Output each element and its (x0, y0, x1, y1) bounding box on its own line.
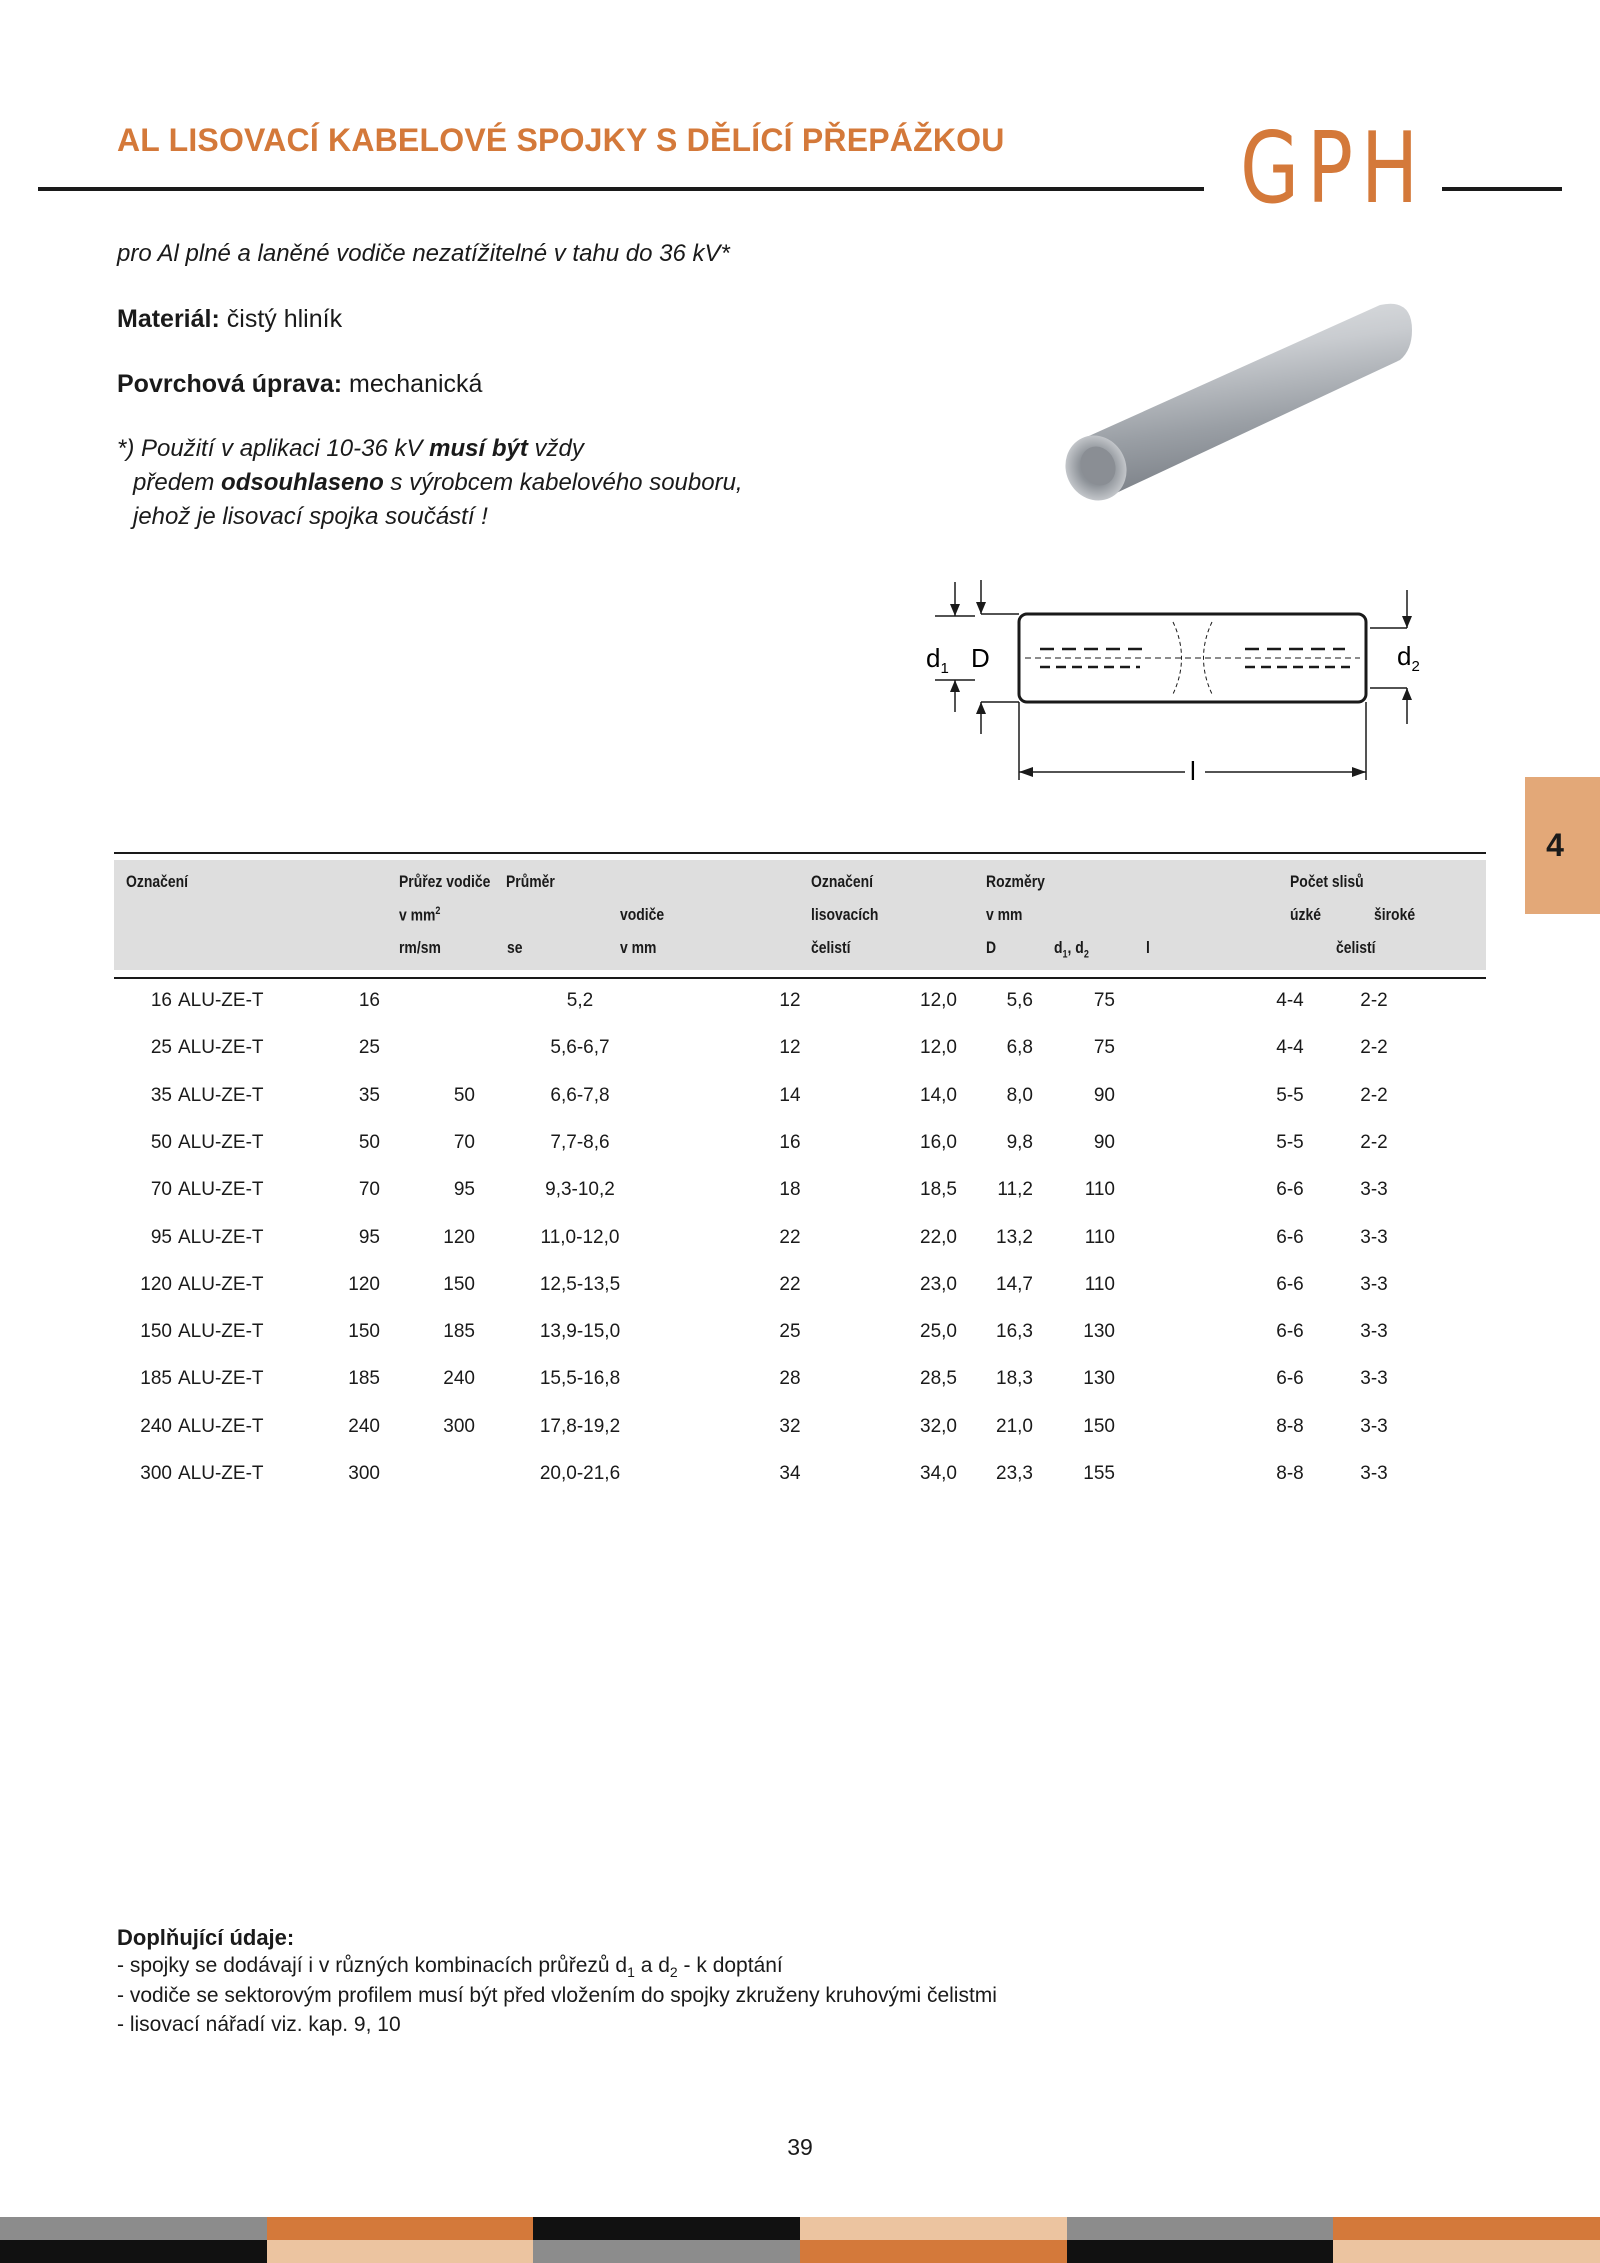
label-D: D (971, 643, 990, 673)
cell-narrow: 5-5 (1276, 1084, 1304, 1106)
cell-length: 90 (1093, 1131, 1115, 1153)
intro-text: pro Al plné a laněné vodiče nezatížitelné v tahu do 36 kV* (117, 240, 730, 267)
footer-stripe-bottom (1067, 2240, 1334, 2263)
th-rm-sm: rm/sm (399, 938, 441, 957)
footer-stripe-top (0, 2217, 267, 2240)
cell-rm-sm: 300 (348, 1463, 380, 1484)
cell-d1-d2: 18,3 (996, 1368, 1033, 1390)
cell-code: ALU-ZE-T (178, 1131, 264, 1153)
cell-se: 50 (453, 1084, 475, 1106)
cell-die: 32 (779, 1415, 801, 1437)
label-d1: $d_1$ (926, 643, 949, 677)
cell-D: 12,0 (920, 1037, 957, 1059)
cell-se: 70 (453, 1131, 475, 1153)
cell-code: ALU-ZE-T (178, 990, 264, 1011)
cell-length: 75 (1093, 990, 1115, 1011)
cell-die: 25 (779, 1321, 801, 1343)
cell-D: 14,0 (920, 1084, 957, 1106)
th-rozmery: Rozměry (986, 872, 1045, 891)
cell-D: 28,5 (920, 1368, 957, 1390)
th-l: l (1146, 938, 1150, 957)
brand-logo: GPH (1240, 112, 1427, 226)
cell-d1-d2: 11,2 (997, 1179, 1033, 1201)
cell-size: 95 (150, 1226, 172, 1248)
cell-wide: 3-3 (1360, 1226, 1388, 1248)
th-uzke: úzké (1290, 905, 1321, 924)
cell-conductor-dia: 17,8-19,2 (539, 1415, 621, 1437)
cell-length: 110 (1084, 1179, 1115, 1201)
cell-length: 155 (1083, 1463, 1115, 1484)
cell-wide: 3-3 (1360, 1415, 1388, 1437)
cell-rm-sm: 150 (348, 1321, 380, 1343)
cell-conductor-dia: 15,5-16,8 (539, 1368, 621, 1390)
cell-wide: 3-3 (1360, 1321, 1388, 1343)
cell-narrow: 6-6 (1276, 1368, 1304, 1390)
surface-value: mechanická (342, 370, 483, 398)
footer-stripe-top (1333, 2217, 1600, 2240)
cell-rm-sm: 25 (358, 1037, 380, 1059)
cell-size: 120 (140, 1273, 172, 1295)
th-celisti: čelistí (811, 938, 851, 957)
cell-wide: 2-2 (1360, 1037, 1388, 1059)
cell-rm-sm: 240 (348, 1415, 380, 1437)
surface-label: Povrchová úprava: (117, 370, 343, 398)
cell-d1-d2: 14,7 (996, 1273, 1033, 1295)
cell-length: 110 (1084, 1273, 1115, 1295)
footer-stripe-bottom (800, 2240, 1067, 2263)
cell-D: 23,0 (920, 1273, 957, 1295)
cell-D: 25,0 (920, 1321, 957, 1343)
cell-size: 50 (150, 1131, 172, 1153)
th-prurez: Průřez vodiče (399, 872, 491, 891)
footer-stripe-top (1067, 2217, 1334, 2240)
cell-length: 130 (1083, 1321, 1115, 1343)
cell-wide: 3-3 (1360, 1179, 1388, 1201)
cell-size: 70 (150, 1179, 172, 1201)
cell-code: ALU-ZE-T (178, 1463, 264, 1484)
material-label: Materiál: (117, 305, 220, 333)
cell-D: 22,0 (920, 1226, 957, 1248)
th-d1-d2: $d_1$, $d_2$ (1054, 938, 1089, 961)
cell-wide: 3-3 (1360, 1368, 1388, 1390)
cell-conductor-dia: 13,9-15,0 (539, 1321, 621, 1343)
cell-conductor-dia: 5,6-6,7 (550, 1037, 610, 1059)
cell-die: 14 (779, 1084, 801, 1106)
footer-stripe-bottom (1333, 2240, 1600, 2263)
cell-rm-sm: 70 (358, 1179, 380, 1201)
cell-size: 150 (140, 1321, 172, 1343)
extra-line-2: - vodiče se sektorovým profilem musí být před vložením do spojky zkruženy kruhovými čelistmi (117, 1984, 997, 2007)
th-siroke: široké (1374, 905, 1416, 924)
th-oznaceni: Označení (126, 872, 188, 891)
header-rule-left (38, 187, 1204, 191)
cell-conductor-dia: 7,7-8,6 (550, 1131, 610, 1153)
page-title: AL LISOVACÍ KABELOVÉ SPOJKY S DĚLÍCÍ PŘEPÁŽKOU (117, 122, 1005, 158)
cell-die: 12 (779, 1037, 801, 1059)
cell-code: ALU-ZE-T (178, 1226, 264, 1248)
cell-size: 25 (150, 1037, 172, 1059)
cell-code: ALU-ZE-T (178, 1084, 264, 1106)
cell-length: 90 (1093, 1084, 1115, 1106)
cell-se: 300 (443, 1415, 475, 1437)
cell-conductor-dia: 9,3-10,2 (545, 1179, 615, 1201)
note-line-1: *) Použití v aplikaci 10-36 kV musí být vždy (117, 435, 584, 462)
cell-size: 300 (140, 1463, 172, 1484)
material-value: čistý hliník (219, 305, 343, 333)
cell-die: 34 (779, 1463, 801, 1484)
cell-length: 110 (1084, 1226, 1115, 1248)
cell-rm-sm: 16 (358, 990, 380, 1011)
label-d2: $d_2$ (1397, 641, 1420, 675)
cell-d1-d2: 16,3 (996, 1321, 1033, 1343)
cell-d1-d2: 13,2 (996, 1226, 1033, 1248)
cell-rm-sm: 95 (358, 1226, 380, 1248)
cell-code: ALU-ZE-T (178, 1037, 264, 1059)
footer-stripe-top (800, 2217, 1067, 2240)
cell-die: 28 (779, 1368, 801, 1390)
cell-code: ALU-ZE-T (178, 1179, 264, 1201)
cell-length: 130 (1083, 1368, 1115, 1390)
cell-narrow: 6-6 (1276, 1226, 1304, 1248)
cell-rm-sm: 185 (348, 1368, 380, 1390)
cell-se: 150 (443, 1273, 475, 1295)
table-header-rule (114, 977, 1486, 979)
extra-line-1: - spojky se dodávají i v různých kombinacích průřezů $d_1$ a $d_2$ - k doptání (117, 1954, 783, 1981)
cell-D: 12,0 (920, 990, 957, 1011)
label-l: l (1190, 756, 1196, 786)
cell-die: 12 (779, 990, 801, 1011)
cell-size: 35 (150, 1084, 172, 1106)
cell-wide: 2-2 (1360, 990, 1388, 1011)
table-header (114, 860, 1486, 970)
cell-D: 16,0 (920, 1131, 957, 1153)
cell-narrow: 4-4 (1276, 1037, 1304, 1059)
cell-rm-sm: 50 (358, 1131, 380, 1153)
cell-narrow: 6-6 (1276, 1321, 1304, 1343)
cell-length: 75 (1093, 1037, 1115, 1059)
cell-narrow: 4-4 (1276, 990, 1304, 1011)
cell-d1-d2: 9,8 (1006, 1131, 1033, 1153)
cell-narrow: 5-5 (1276, 1131, 1304, 1153)
cell-wide: 2-2 (1360, 1131, 1388, 1153)
th-v-mm2: v $mm^2$ (399, 905, 441, 925)
page-number: 39 (787, 2134, 813, 2160)
header-rule-right (1442, 187, 1562, 191)
th-rozmery-mm: v mm (986, 905, 1023, 924)
cell-conductor-dia: 6,6-7,8 (550, 1084, 610, 1106)
footer-stripe-top (267, 2217, 534, 2240)
th-se: se (507, 938, 523, 957)
cell-conductor-dia: 11,0-12,0 (540, 1226, 620, 1248)
note-line-2: předem odsouhlaseno s výrobcem kabelového souboru, (133, 469, 743, 496)
cell-code: ALU-ZE-T (178, 1321, 264, 1343)
footer-stripe-bottom (533, 2240, 800, 2263)
th-oznaceni-celisti: Označení (811, 872, 873, 891)
cell-narrow: 8-8 (1276, 1415, 1304, 1437)
application-note (117, 432, 743, 534)
cell-size: 185 (140, 1368, 172, 1390)
cell-code: ALU-ZE-T (178, 1368, 264, 1390)
th-pocet-slisu: Počet slisů (1290, 872, 1364, 891)
footer-stripe-bottom (0, 2240, 267, 2263)
cell-d1-d2: 21,0 (996, 1415, 1033, 1437)
cell-narrow: 6-6 (1276, 1273, 1304, 1295)
product-photo (1060, 290, 1420, 510)
cell-conductor-dia: 12,5-13,5 (539, 1273, 621, 1295)
th-vodice-mm: v mm (620, 938, 657, 957)
cell-code: ALU-ZE-T (178, 1415, 264, 1437)
cell-se: 185 (443, 1321, 475, 1343)
cell-size: 240 (140, 1415, 172, 1437)
cell-se: 95 (453, 1179, 475, 1201)
cell-code: ALU-ZE-T (178, 1273, 264, 1295)
extra-line-3: - lisovací nářadí viz. kap. 9, 10 (117, 2013, 401, 2036)
cell-D: 32,0 (920, 1415, 957, 1437)
cell-conductor-dia: 5,2 (566, 990, 594, 1011)
cell-wide: 2-2 (1360, 1084, 1388, 1106)
cell-se: 120 (443, 1226, 475, 1248)
cell-narrow: 8-8 (1276, 1463, 1304, 1484)
cell-wide: 3-3 (1360, 1273, 1388, 1295)
cell-d1-d2: 8,0 (1006, 1084, 1033, 1106)
th-celisti-2: čelistí (1336, 938, 1376, 957)
th-lisovacich: lisovacích (811, 905, 879, 924)
cell-d1-d2: 5,6 (1006, 990, 1033, 1011)
cell-length: 150 (1083, 1415, 1115, 1437)
chapter-number: 4 (1546, 827, 1564, 863)
cell-die: 18 (779, 1179, 801, 1201)
note-line-3: jehož je lisovací spojka součástí ! (133, 503, 488, 530)
table-top-rule (114, 852, 1486, 854)
cell-size: 16 (150, 990, 172, 1011)
material-line (117, 305, 342, 334)
cell-D: 34,0 (920, 1463, 957, 1484)
th-prumer: Průměr (506, 872, 555, 891)
footer-stripe-bottom (267, 2240, 534, 2263)
footer-stripe-top (533, 2217, 800, 2240)
dimension-diagram (915, 572, 1425, 792)
cell-conductor-dia: 20,0-21,6 (539, 1463, 621, 1484)
th-D: D (986, 938, 997, 957)
cell-rm-sm: 120 (348, 1273, 380, 1295)
cell-d1-d2: 23,3 (996, 1463, 1033, 1484)
cell-se: 240 (443, 1368, 475, 1390)
cell-die: 16 (779, 1131, 801, 1153)
cell-narrow: 6-6 (1276, 1179, 1304, 1201)
chapter-tab (1525, 777, 1600, 914)
cell-die: 22 (779, 1226, 801, 1248)
cell-die: 22 (779, 1273, 801, 1295)
extra-title: Doplňující údaje: (117, 1925, 295, 1950)
cell-D: 18,5 (920, 1179, 957, 1201)
cell-d1-d2: 6,8 (1006, 1037, 1033, 1059)
th-vodice: vodiče (620, 905, 665, 924)
surface-line (117, 370, 482, 399)
cell-rm-sm: 35 (358, 1084, 380, 1106)
cell-wide: 3-3 (1360, 1463, 1388, 1484)
